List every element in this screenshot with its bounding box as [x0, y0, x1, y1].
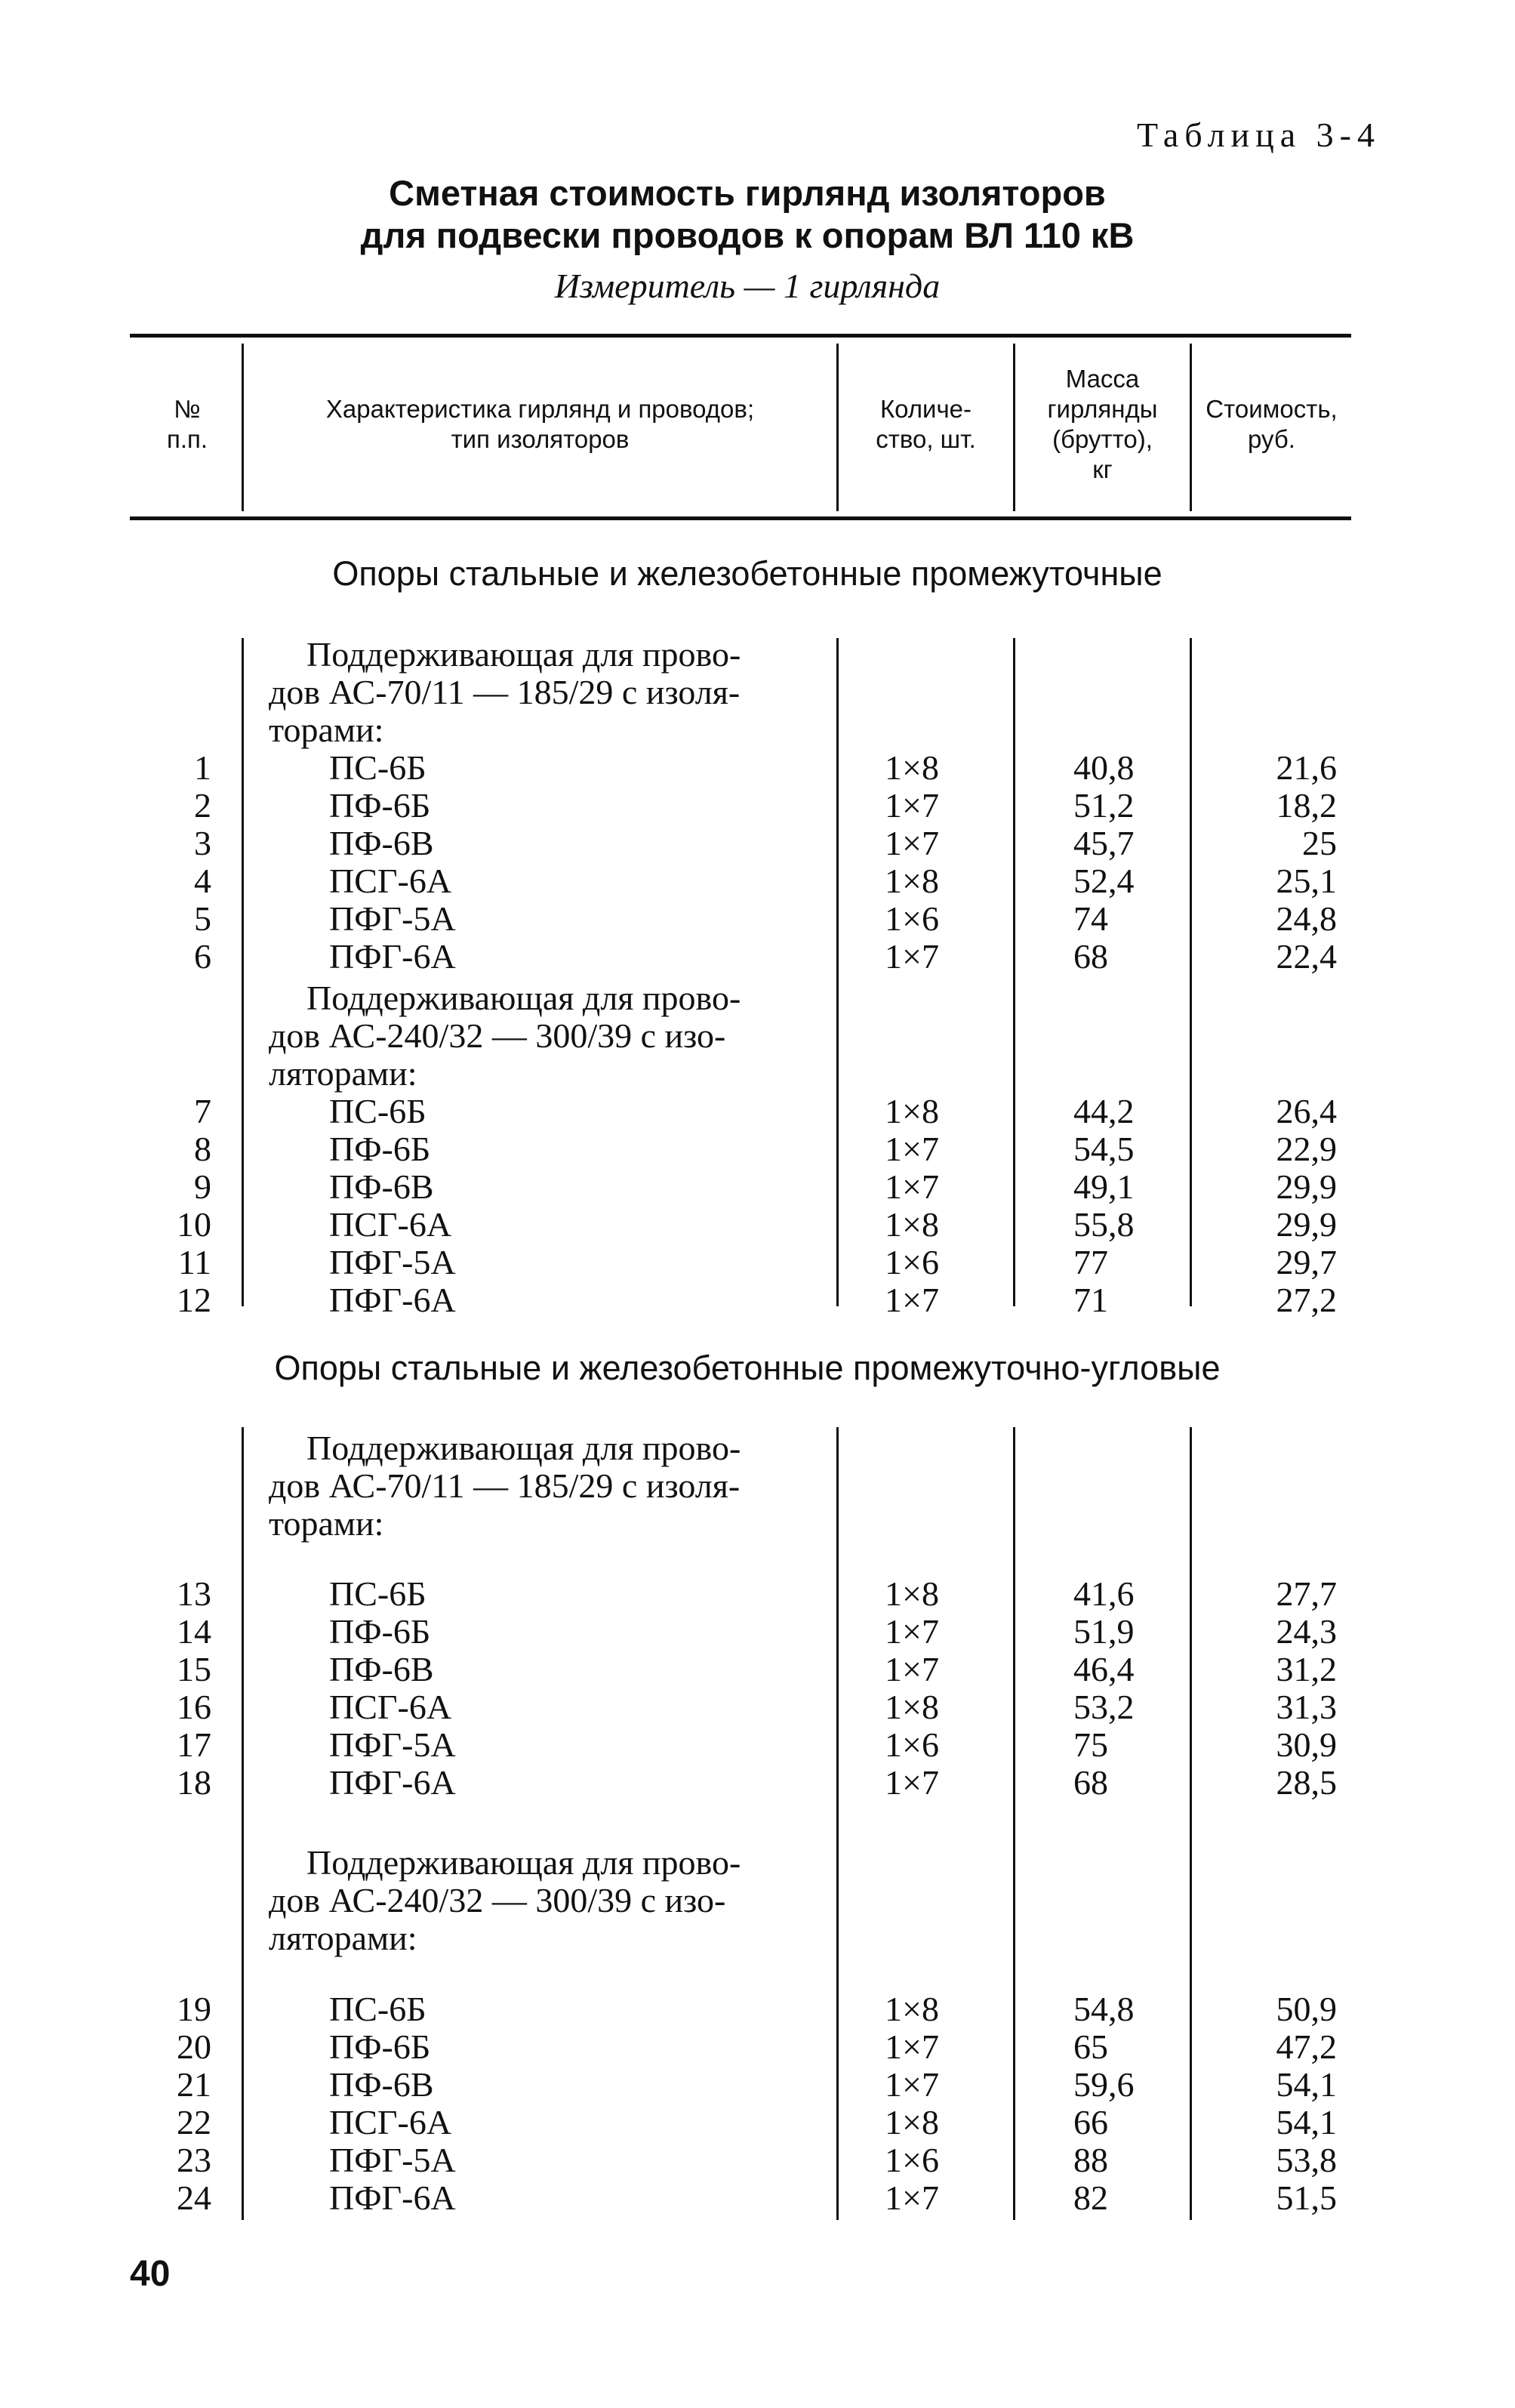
mass: 59,6 [1073, 2065, 1135, 2104]
header-mass-line: гирлянды [1047, 395, 1158, 423]
table-title-line-1: Сметная стоимость гирлянд изоляторов [389, 173, 1106, 213]
insulator-type: ПФГ-5А [329, 899, 456, 938]
table-row [0, 1764, 1515, 1802]
group-description [269, 979, 835, 1093]
header-description [244, 394, 836, 455]
header-mass-line: Масса [1065, 365, 1140, 393]
quantity: 1×6 [885, 2141, 939, 2179]
group-description-line: торами: [269, 711, 384, 749]
quantity: 1×7 [885, 2027, 939, 2066]
mass: 51,9 [1073, 1612, 1135, 1651]
cost: 31,3 [1276, 1688, 1337, 1726]
quantity: 1×8 [885, 1990, 939, 2028]
row-number: 2 [194, 786, 211, 825]
quantity: 1×7 [885, 1612, 939, 1651]
cost: 26,4 [1276, 1092, 1337, 1130]
quantity: 1×8 [885, 1688, 939, 1726]
mass: 49,1 [1073, 1167, 1135, 1206]
quantity: 1×8 [885, 2103, 939, 2141]
insulator-type: ПФГ-6А [329, 2178, 456, 2217]
cost: 21,6 [1276, 748, 1337, 787]
group-description-line: дов АС-240/32 — 300/39 с изо- [269, 1881, 726, 1919]
insulator-type: ПФ-6В [329, 824, 434, 862]
mass: 77 [1073, 1243, 1108, 1281]
table-row [0, 1206, 1515, 1244]
cost: 29,9 [1276, 1205, 1337, 1244]
row-number: 4 [194, 862, 211, 900]
cost: 31,2 [1276, 1650, 1337, 1688]
row-number: 12 [177, 1281, 211, 1319]
group-description [269, 1844, 835, 1957]
header-mass [1015, 364, 1190, 485]
mass: 55,8 [1073, 1205, 1135, 1244]
row-number: 11 [177, 1243, 211, 1281]
insulator-type: ПФ-6В [329, 1167, 434, 1206]
quantity: 1×8 [885, 1205, 939, 1244]
insulator-type: ПФГ-5А [329, 2141, 456, 2179]
row-number: 22 [177, 2103, 211, 2141]
quantity: 1×8 [885, 1092, 939, 1130]
quantity: 1×7 [885, 1281, 939, 1319]
header-cost-line: руб. [1248, 425, 1295, 453]
row-number: 21 [177, 2065, 211, 2104]
mass: 54,8 [1073, 1990, 1135, 2028]
row-number: 9 [194, 1167, 211, 1206]
insulator-type: ПФ-6Б [329, 1130, 431, 1168]
quantity: 1×6 [885, 1243, 939, 1281]
cost: 25 [1302, 824, 1337, 862]
group-description-line: торами: [269, 1504, 384, 1543]
cost: 24,3 [1276, 1612, 1337, 1651]
header-cost [1192, 394, 1351, 455]
header-num-line: п.п. [166, 425, 208, 453]
table-row [0, 1575, 1515, 1613]
group-description-line: ляторами: [269, 1919, 417, 1957]
quantity: 1×7 [885, 786, 939, 825]
table-row [0, 1613, 1515, 1651]
insulator-type: ПФГ-5А [329, 1725, 456, 1764]
table-header-rule [130, 516, 1351, 520]
insulator-type: ПСГ-6А [329, 2103, 452, 2141]
table-row [0, 1726, 1515, 1764]
quantity: 1×8 [885, 1574, 939, 1613]
insulator-type: ПФГ-5А [329, 1243, 456, 1281]
cost: 18,2 [1276, 786, 1337, 825]
mass: 52,4 [1073, 862, 1135, 900]
table-row [0, 2141, 1515, 2179]
group-description-line: ляторами: [269, 1054, 417, 1093]
cost: 50,9 [1276, 1990, 1337, 2028]
quantity: 1×8 [885, 862, 939, 900]
page-number: 40 [130, 2254, 171, 2294]
header-cost-line: Стоимость, [1206, 395, 1338, 423]
quantity: 1×7 [885, 2065, 939, 2104]
table-row-group [0, 1990, 1515, 2217]
group-description-line: Поддерживающая для прово- [306, 979, 741, 1017]
insulator-type: ПС-6Б [329, 1990, 426, 2028]
group-description-line: Поддерживающая для прово- [306, 1843, 741, 1882]
row-number: 13 [177, 1574, 211, 1613]
table-row [0, 900, 1515, 938]
table-row-group [0, 1093, 1515, 1319]
row-number: 24 [177, 2178, 211, 2217]
mass: 74 [1073, 899, 1108, 938]
insulator-type: ПС-6Б [329, 748, 426, 787]
table-title-line-2: для подвески проводов к опорам ВЛ 110 кВ [360, 215, 1135, 255]
row-number: 15 [177, 1650, 211, 1688]
cost: 29,7 [1276, 1243, 1337, 1281]
quantity: 1×7 [885, 1763, 939, 1802]
row-number: 5 [194, 899, 211, 938]
table-row [0, 938, 1515, 976]
table-row [0, 2104, 1515, 2141]
cost: 22,4 [1276, 937, 1337, 976]
cost: 28,5 [1276, 1763, 1337, 1802]
row-number: 8 [194, 1130, 211, 1168]
mass: 46,4 [1073, 1650, 1135, 1688]
quantity: 1×6 [885, 899, 939, 938]
row-number: 18 [177, 1763, 211, 1802]
row-number: 6 [194, 937, 211, 976]
quantity: 1×7 [885, 2178, 939, 2217]
row-number: 16 [177, 1688, 211, 1726]
mass: 82 [1073, 2178, 1108, 2217]
quantity: 1×8 [885, 748, 939, 787]
quantity: 1×6 [885, 1725, 939, 1764]
quantity: 1×7 [885, 1650, 939, 1688]
header-quantity-line: Количе- [879, 395, 972, 423]
header-description-line: тип изоляторов [451, 425, 630, 453]
mass: 44,2 [1073, 1092, 1135, 1130]
mass: 68 [1073, 1763, 1108, 1802]
row-number: 1 [194, 748, 211, 787]
table-number: Таблица 3-4 [1136, 116, 1381, 154]
table-row [0, 2028, 1515, 2066]
header-mass-line: (брутто), [1052, 425, 1153, 453]
insulator-type: ПСГ-6А [329, 862, 452, 900]
table-row [0, 825, 1515, 862]
table-top-rule [130, 334, 1351, 338]
mass: 51,2 [1073, 786, 1135, 825]
cost: 54,1 [1276, 2065, 1337, 2104]
table-row-group [0, 1575, 1515, 1802]
cost: 27,2 [1276, 1281, 1337, 1319]
measure-unit: Измеритель — 1 гирлянда [554, 267, 941, 305]
cost: 30,9 [1276, 1725, 1337, 1764]
cost: 24,8 [1276, 899, 1337, 938]
mass: 41,6 [1073, 1574, 1135, 1613]
row-number: 14 [177, 1612, 211, 1651]
table-row [0, 1688, 1515, 1726]
mass: 66 [1073, 2103, 1108, 2141]
row-number: 20 [177, 2027, 211, 2066]
table-row [0, 1281, 1515, 1319]
row-number: 23 [177, 2141, 211, 2179]
insulator-type: ПСГ-6А [329, 1205, 452, 1244]
table-row [0, 2179, 1515, 2217]
header-quantity [839, 394, 1013, 455]
quantity: 1×7 [885, 1130, 939, 1168]
section-title: Опоры стальные и железобетонные промежуточно-угловые [274, 1349, 1221, 1387]
cost: 54,1 [1276, 2103, 1337, 2141]
table-row [0, 1244, 1515, 1281]
cost: 27,7 [1276, 1574, 1337, 1613]
table-row-group [0, 749, 1515, 976]
insulator-type: ПФ-6В [329, 1650, 434, 1688]
row-number: 19 [177, 1990, 211, 2028]
mass: 40,8 [1073, 748, 1135, 787]
mass: 53,2 [1073, 1688, 1135, 1726]
header-quantity-line: ство, шт. [876, 425, 976, 453]
insulator-type: ПФ-6Б [329, 2027, 431, 2066]
row-number: 3 [194, 824, 211, 862]
row-number: 17 [177, 1725, 211, 1764]
group-description-line: Поддерживающая для прово- [306, 635, 741, 674]
group-description-line: дов АС-240/32 — 300/39 с изо- [269, 1016, 726, 1055]
insulator-type: ПФ-6Б [329, 1612, 431, 1651]
row-number: 10 [177, 1205, 211, 1244]
header-mass-line: кг [1092, 455, 1113, 483]
quantity: 1×7 [885, 937, 939, 976]
table-row [0, 787, 1515, 825]
row-number: 7 [194, 1092, 211, 1130]
mass: 68 [1073, 937, 1108, 976]
cost: 22,9 [1276, 1130, 1337, 1168]
table-row [0, 862, 1515, 900]
mass: 75 [1073, 1725, 1108, 1764]
header-description-line: Характеристика гирлянд и проводов; [325, 395, 755, 423]
insulator-type: ПФГ-6А [329, 1281, 456, 1319]
table-row [0, 1093, 1515, 1130]
header-num [133, 394, 242, 455]
insulator-type: ПФ-6В [329, 2065, 434, 2104]
group-description-line: Поддерживающая для прово- [306, 1429, 741, 1467]
group-description-line: дов АС-70/11 — 185/29 с изоля- [269, 673, 741, 711]
table-row [0, 1990, 1515, 2028]
cost: 47,2 [1276, 2027, 1337, 2066]
insulator-type: ПФГ-6А [329, 1763, 456, 1802]
insulator-type: ПСГ-6А [329, 1688, 452, 1726]
quantity: 1×7 [885, 824, 939, 862]
cost: 29,9 [1276, 1167, 1337, 1206]
group-description [269, 1429, 835, 1543]
header-num-line: № [174, 395, 201, 423]
quantity: 1×7 [885, 1167, 939, 1206]
insulator-type: ПС-6Б [329, 1574, 426, 1613]
insulator-type: ПФГ-6А [329, 937, 456, 976]
table-row [0, 1651, 1515, 1688]
insulator-type: ПФ-6Б [329, 786, 431, 825]
insulator-type: ПС-6Б [329, 1092, 426, 1130]
group-description [269, 636, 835, 749]
group-description-line: дов АС-70/11 — 185/29 с изоля- [269, 1466, 741, 1505]
cost: 53,8 [1276, 2141, 1337, 2179]
section-title: Опоры стальные и железобетонные промежуточные [332, 554, 1162, 593]
mass: 65 [1073, 2027, 1108, 2066]
cost: 25,1 [1276, 862, 1337, 900]
table-row [0, 1168, 1515, 1206]
mass: 54,5 [1073, 1130, 1135, 1168]
table-row [0, 749, 1515, 787]
mass: 45,7 [1073, 824, 1135, 862]
cost: 51,5 [1276, 2178, 1337, 2217]
table-row [0, 2066, 1515, 2104]
table-row [0, 1130, 1515, 1168]
mass: 71 [1073, 1281, 1108, 1319]
mass: 88 [1073, 2141, 1108, 2179]
